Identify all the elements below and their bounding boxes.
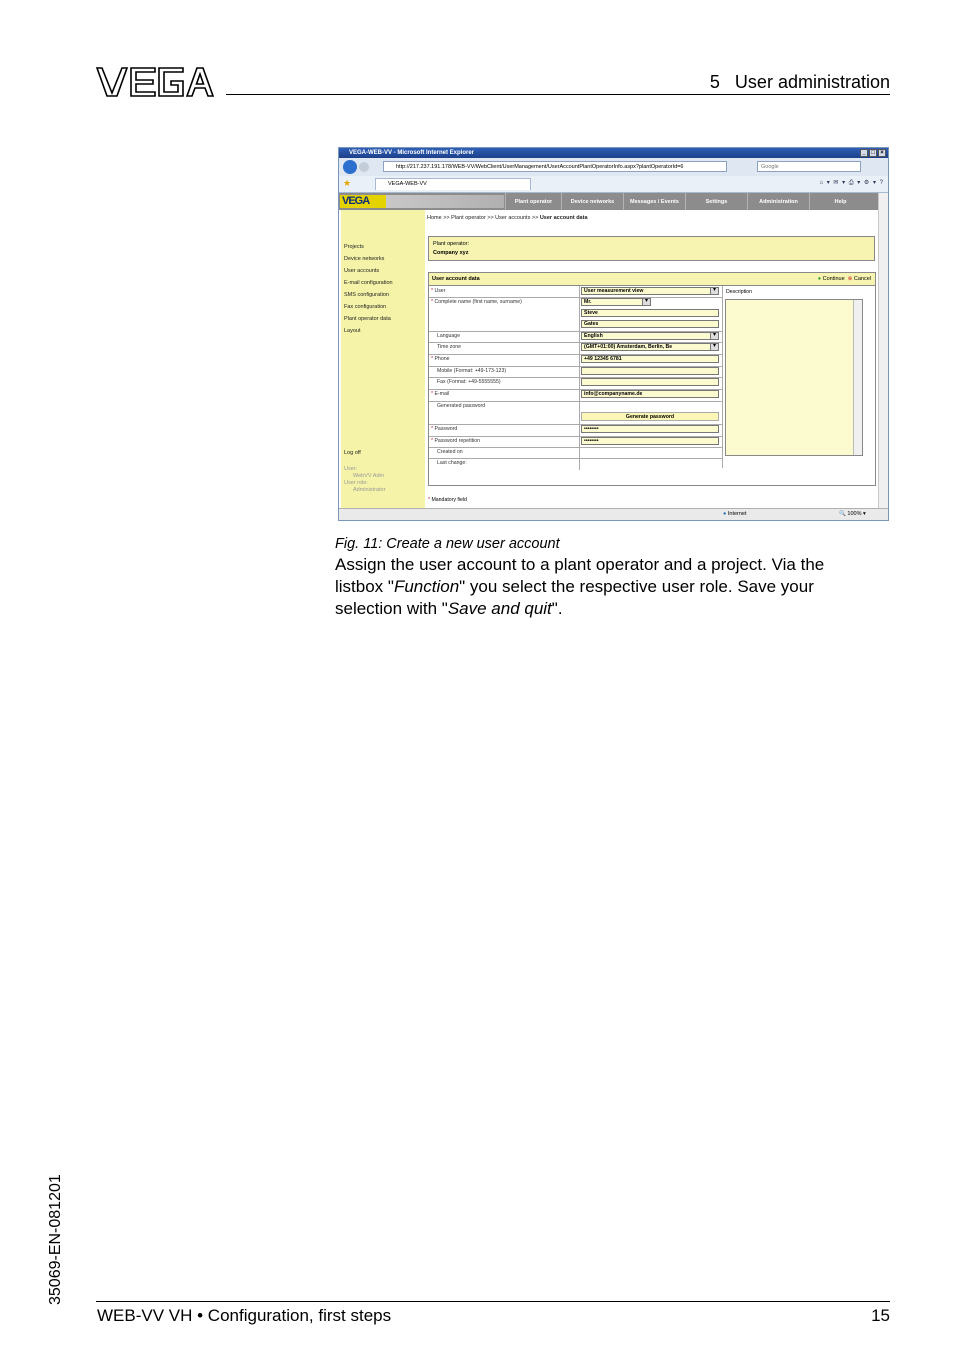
- sidebar-item-device-networks[interactable]: Device networks: [344, 256, 385, 262]
- language-select[interactable]: English ▾: [581, 332, 719, 340]
- nav-messages-events[interactable]: Messages / Events: [623, 193, 685, 210]
- footer-title: WEB-VV VH • Configuration, first steps: [97, 1306, 392, 1325]
- mobile-label: Mobile (Format: +49-173-123): [437, 368, 507, 374]
- phone-field[interactable]: +49 12345 6781: [581, 355, 719, 363]
- window-title: VEGA-WEB-VV - Microsoft Internet Explorer: [349, 150, 475, 156]
- back-icon[interactable]: [343, 160, 357, 174]
- sidebar-item-user-accounts[interactable]: User accounts: [344, 268, 380, 274]
- window-titlebar: [339, 148, 888, 158]
- footer-rule: [96, 1301, 890, 1302]
- app-navbar: [339, 193, 879, 210]
- password-label: Password: [434, 426, 458, 432]
- favorites-star-icon[interactable]: ★: [343, 178, 352, 188]
- name-label: Complete name (first name, surname): [434, 299, 522, 305]
- sidebar-item-email-config[interactable]: E-mail configuration: [344, 280, 393, 286]
- user-label: User:: [344, 466, 358, 472]
- close-icon[interactable]: ×: [878, 149, 886, 157]
- page-number: 15: [871, 1306, 890, 1325]
- globe-icon: ●: [723, 511, 727, 517]
- toolbar-icons[interactable]: ⌂ ▾ ✉ ▾ ⎙ ▾ ⚙ ▾ ?: [819, 180, 884, 186]
- first-name-field[interactable]: Steve: [581, 309, 719, 317]
- document-code-text: 35069-EN-081201: [47, 1174, 64, 1305]
- plant-operator-label: Plant operator:: [433, 241, 470, 247]
- mobile-field[interactable]: [581, 367, 719, 375]
- form-row: * User User measurement view ▾: [429, 286, 723, 298]
- vega-logo: [95, 64, 215, 100]
- page-scrollbar[interactable]: [878, 193, 888, 509]
- panel-title: User account data: [432, 276, 480, 282]
- continue-button[interactable]: Continue: [822, 276, 845, 282]
- sidebar-item-projects[interactable]: Projects: [344, 244, 364, 250]
- password-repetition-label: Password repetition: [434, 438, 481, 444]
- description-textarea[interactable]: [725, 299, 863, 456]
- address-bar: [339, 158, 888, 177]
- logoff-link[interactable]: Log off: [344, 450, 361, 456]
- minimize-icon[interactable]: _: [860, 149, 868, 157]
- sidebar-item-layout[interactable]: Layout: [344, 328, 361, 334]
- user-label: User: [434, 288, 446, 294]
- browser-tab[interactable]: VEGA-WEB-VV: [375, 178, 531, 190]
- user-select[interactable]: User measurement view ▾: [581, 287, 719, 295]
- password-repetition-field[interactable]: ••••••••: [581, 437, 719, 445]
- nav-settings[interactable]: Settings: [685, 193, 747, 210]
- user-value: WebVV Adm: [353, 473, 385, 479]
- mandatory-note-text: Mandatory field: [431, 497, 467, 503]
- user-account-panel: [428, 272, 876, 486]
- form-row: * Password repetition ••••••••: [429, 436, 723, 448]
- plant-operator-box: [428, 236, 875, 261]
- status-zone: ● Internet: [723, 511, 747, 517]
- language-label: Language: [437, 333, 461, 339]
- panel-header: [429, 273, 875, 286]
- cancel-icon[interactable]: ⊗: [847, 276, 853, 282]
- browser-screenshot: [338, 147, 889, 521]
- status-bar: [339, 508, 888, 521]
- password-field[interactable]: ••••••••: [581, 425, 719, 433]
- generated-password-label: Generated password: [437, 403, 486, 409]
- form-row: * E-mail info@companyname.de: [429, 389, 723, 402]
- header-rule: [226, 94, 890, 95]
- phone-label: Phone: [434, 356, 450, 362]
- body-paragraph: Assign the user account to a plant operator and a project. Via the listbox "Function" you select the respective user role. Save your selection with "Save and quit".: [335, 555, 825, 618]
- description-label: Description: [726, 289, 752, 295]
- breadcrumb-current: User account data: [539, 215, 588, 221]
- url-field[interactable]: http://217.237.191.178/WEB-VV/WebClient/UserManagement/UserAccountPlantOperatorInfo.aspx?plantOperatorId=6: [383, 161, 727, 172]
- search-input[interactable]: Google: [757, 161, 861, 172]
- form-row: [429, 458, 723, 469]
- continue-icon[interactable]: ●: [817, 276, 822, 282]
- email-label: E-mail: [434, 391, 450, 397]
- forward-icon[interactable]: [359, 162, 369, 172]
- figure-caption: Fig. 11: Create a new user account: [335, 536, 560, 552]
- timezone-select[interactable]: (GMT+01:00) Amsterdam, Berlin, Be ▾: [581, 343, 719, 351]
- section-title: 5 User administration: [709, 72, 890, 92]
- mandatory-note: * Mandatory field: [428, 497, 467, 503]
- form-row: [429, 401, 723, 425]
- sidebar-item-sms-config[interactable]: SMS configuration: [344, 292, 389, 298]
- description-scrollbar[interactable]: [853, 300, 862, 455]
- nav-device-networks[interactable]: Device networks: [561, 193, 623, 210]
- breadcrumb: [427, 215, 588, 221]
- cancel-button[interactable]: Cancel: [853, 276, 871, 282]
- plant-operator-value: Company xyz: [433, 250, 469, 256]
- role-label: User role:: [344, 480, 368, 486]
- maximize-icon[interactable]: □: [869, 149, 877, 157]
- sidebar: [341, 210, 425, 512]
- salutation-select[interactable]: Mr. ▾: [581, 298, 651, 306]
- surname-field[interactable]: Gates: [581, 320, 719, 328]
- nav-plant-operator[interactable]: Plant operator: [505, 193, 561, 210]
- form-row: * Password ••••••••: [429, 424, 723, 437]
- last-change-label: Last change:: [437, 460, 467, 466]
- fax-field[interactable]: [581, 378, 719, 386]
- sidebar-item-fax-config[interactable]: Fax configuration: [344, 304, 387, 310]
- nav-administration[interactable]: Administration: [747, 193, 809, 210]
- timezone-label: Time zone: [437, 344, 462, 350]
- app-logo: VEGA: [340, 195, 504, 208]
- generate-password-button[interactable]: Generate password: [581, 412, 719, 421]
- sidebar-item-plant-operator-data[interactable]: Plant operator data: [344, 316, 391, 322]
- form-row: * Complete name (first name, surname) Mr. ▾ Steve Gates: [429, 297, 723, 332]
- role-value: Administrator: [353, 487, 386, 493]
- nav-help[interactable]: Help: [809, 193, 871, 210]
- created-on-label: Created on: [437, 449, 463, 455]
- breadcrumb-path[interactable]: Home >> Plant operator >> User accounts >>: [427, 215, 540, 221]
- tab-bar: [339, 176, 888, 193]
- fax-label: Fax (Format: +49-5555555): [437, 379, 501, 385]
- email-field[interactable]: info@companyname.de: [581, 390, 719, 398]
- form-row: * Phone +49 12345 6781: [429, 354, 723, 367]
- status-zoom[interactable]: 🔍 100% ▾: [839, 511, 866, 517]
